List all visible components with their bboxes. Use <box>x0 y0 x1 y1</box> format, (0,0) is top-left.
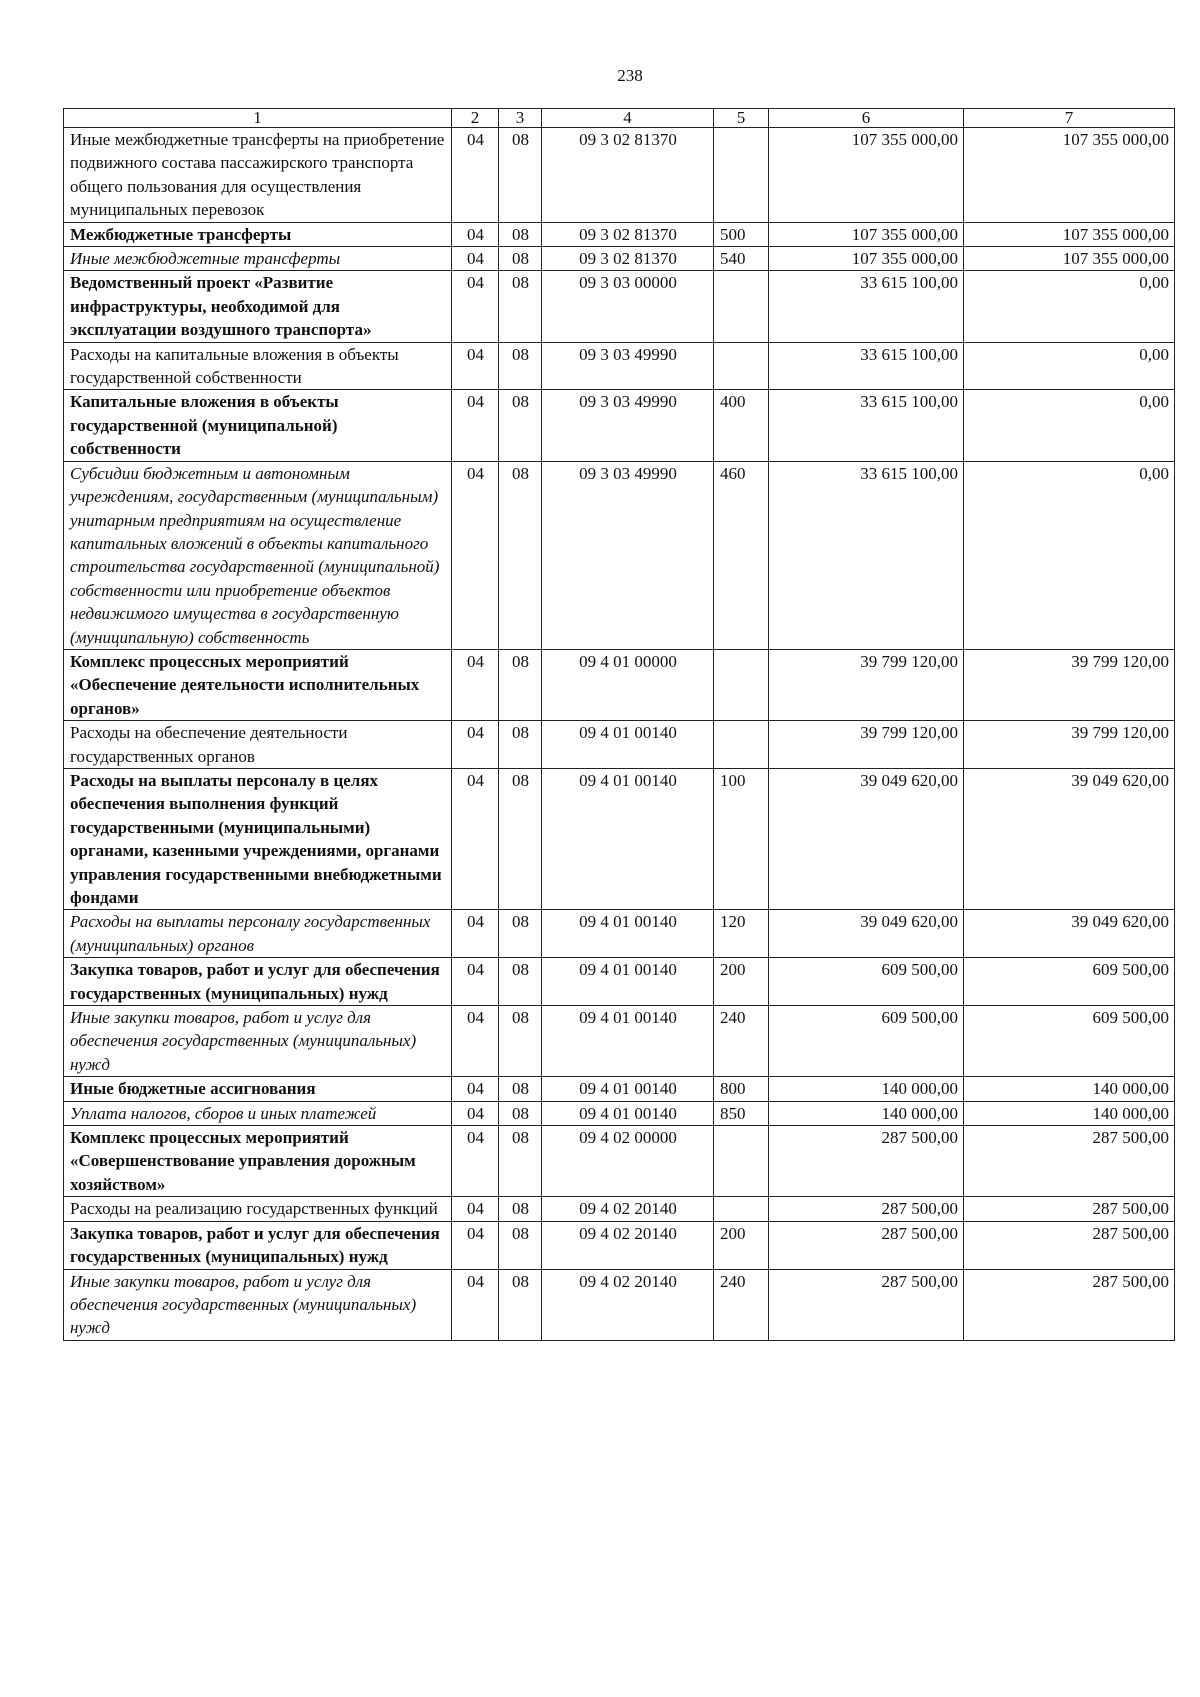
amount-year2-cell: 140 000,00 <box>964 1077 1175 1101</box>
target-article-cell: 09 4 02 20140 <box>542 1221 714 1269</box>
column-header: 2 <box>452 109 499 128</box>
section-code-cell: 04 <box>452 1077 499 1101</box>
subsection-code-cell: 08 <box>499 342 542 390</box>
table-row <box>64 910 1175 958</box>
target-article-cell: 09 4 01 00000 <box>542 649 714 720</box>
expense-type-cell: 200 <box>714 1221 769 1269</box>
column-header: 4 <box>542 109 714 128</box>
subsection-code-cell: 08 <box>499 390 542 461</box>
section-code-cell: 04 <box>452 1221 499 1269</box>
amount-year2-cell: 287 500,00 <box>964 1126 1175 1197</box>
amount-year1-cell: 107 355 000,00 <box>769 247 964 271</box>
item-name-cell: Иные межбюджетные трансферты на приобретение подвижного состава пассажирского транспорта общего пользования для осуществления муниципальных перевозок <box>64 128 452 223</box>
table-row <box>64 768 1175 909</box>
amount-year2-cell: 39 049 620,00 <box>964 910 1175 958</box>
subsection-code-cell: 08 <box>499 1006 542 1077</box>
expense-type-cell <box>714 1197 769 1221</box>
amount-year1-cell: 287 500,00 <box>769 1126 964 1197</box>
item-name-cell: Межбюджетные трансферты <box>64 222 452 246</box>
amount-year2-cell: 0,00 <box>964 271 1175 342</box>
table-row <box>64 222 1175 246</box>
subsection-code-cell: 08 <box>499 461 542 649</box>
amount-year2-cell: 140 000,00 <box>964 1101 1175 1125</box>
amount-year2-cell: 39 049 620,00 <box>964 768 1175 909</box>
item-name-cell: Закупка товаров, работ и услуг для обеспечения государственных (муниципальных) нужд <box>64 1221 452 1269</box>
column-header: 7 <box>964 109 1175 128</box>
item-name-cell: Субсидии бюджетным и автономным учреждениям, государственным (муниципальным) унитарным предприятиям на осуществление капитальных вложений в объекты капитального строительства государственной (муниципальной) собственности или приобретение объектов недвижимого имущества в государственную (муниципальную) собственность <box>64 461 452 649</box>
target-article-cell: 09 4 01 00140 <box>542 958 714 1006</box>
section-code-cell: 04 <box>452 649 499 720</box>
amount-year1-cell: 39 049 620,00 <box>769 910 964 958</box>
section-code-cell: 04 <box>452 342 499 390</box>
table-row <box>64 461 1175 649</box>
item-name-cell: Иные межбюджетные трансферты <box>64 247 452 271</box>
item-name-cell: Расходы на обеспечение деятельности государственных органов <box>64 721 452 769</box>
amount-year2-cell: 39 799 120,00 <box>964 721 1175 769</box>
column-header: 6 <box>769 109 964 128</box>
amount-year1-cell: 609 500,00 <box>769 958 964 1006</box>
expense-type-cell: 200 <box>714 958 769 1006</box>
column-header: 1 <box>64 109 452 128</box>
table-body <box>64 128 1175 1341</box>
amount-year1-cell: 33 615 100,00 <box>769 271 964 342</box>
amount-year1-cell: 107 355 000,00 <box>769 128 964 223</box>
target-article-cell: 09 3 03 49990 <box>542 461 714 649</box>
target-article-cell: 09 3 03 00000 <box>542 271 714 342</box>
section-code-cell: 04 <box>452 768 499 909</box>
amount-year2-cell: 0,00 <box>964 342 1175 390</box>
header-row <box>64 109 1175 128</box>
table-row <box>64 271 1175 342</box>
table-row <box>64 721 1175 769</box>
expense-type-cell: 100 <box>714 768 769 909</box>
subsection-code-cell: 08 <box>499 649 542 720</box>
expense-type-cell <box>714 649 769 720</box>
section-code-cell: 04 <box>452 247 499 271</box>
expense-type-cell: 800 <box>714 1077 769 1101</box>
table-row <box>64 1077 1175 1101</box>
amount-year1-cell: 39 799 120,00 <box>769 649 964 720</box>
expense-type-cell <box>714 342 769 390</box>
subsection-code-cell: 08 <box>499 1197 542 1221</box>
item-name-cell: Расходы на реализацию государственных функций <box>64 1197 452 1221</box>
section-code-cell: 04 <box>452 128 499 223</box>
expense-type-cell: 460 <box>714 461 769 649</box>
column-header: 3 <box>499 109 542 128</box>
amount-year2-cell: 107 355 000,00 <box>964 128 1175 223</box>
table-row <box>64 958 1175 1006</box>
table-row <box>64 390 1175 461</box>
expense-type-cell <box>714 1126 769 1197</box>
table-header <box>64 109 1175 128</box>
target-article-cell: 09 4 01 00140 <box>542 721 714 769</box>
amount-year2-cell: 0,00 <box>964 461 1175 649</box>
expense-type-cell: 240 <box>714 1006 769 1077</box>
subsection-code-cell: 08 <box>499 222 542 246</box>
amount-year1-cell: 33 615 100,00 <box>769 390 964 461</box>
target-article-cell: 09 4 01 00140 <box>542 768 714 909</box>
amount-year2-cell: 39 799 120,00 <box>964 649 1175 720</box>
amount-year1-cell: 609 500,00 <box>769 1006 964 1077</box>
item-name-cell: Ведомственный проект «Развитие инфраструктуры, необходимой для эксплуатации воздушного транспорта» <box>64 271 452 342</box>
expense-type-cell: 120 <box>714 910 769 958</box>
target-article-cell: 09 4 01 00140 <box>542 1006 714 1077</box>
section-code-cell: 04 <box>452 1126 499 1197</box>
expense-type-cell <box>714 271 769 342</box>
subsection-code-cell: 08 <box>499 1221 542 1269</box>
amount-year1-cell: 287 500,00 <box>769 1269 964 1340</box>
subsection-code-cell: 08 <box>499 247 542 271</box>
item-name-cell: Иные закупки товаров, работ и услуг для обеспечения государственных (муниципальных) нужд <box>64 1006 452 1077</box>
subsection-code-cell: 08 <box>499 128 542 223</box>
expense-type-cell: 240 <box>714 1269 769 1340</box>
subsection-code-cell: 08 <box>499 910 542 958</box>
amount-year2-cell: 107 355 000,00 <box>964 247 1175 271</box>
expense-type-cell: 850 <box>714 1101 769 1125</box>
target-article-cell: 09 4 02 00000 <box>542 1126 714 1197</box>
table-row <box>64 649 1175 720</box>
target-article-cell: 09 4 01 00140 <box>542 1101 714 1125</box>
amount-year2-cell: 287 500,00 <box>964 1269 1175 1340</box>
amount-year2-cell: 107 355 000,00 <box>964 222 1175 246</box>
table-row <box>64 1006 1175 1077</box>
table-row <box>64 1126 1175 1197</box>
item-name-cell: Капитальные вложения в объекты государственной (муниципальной) собственности <box>64 390 452 461</box>
amount-year1-cell: 140 000,00 <box>769 1077 964 1101</box>
section-code-cell: 04 <box>452 958 499 1006</box>
target-article-cell: 09 4 01 00140 <box>542 1077 714 1101</box>
subsection-code-cell: 08 <box>499 1077 542 1101</box>
subsection-code-cell: 08 <box>499 721 542 769</box>
item-name-cell: Закупка товаров, работ и услуг для обеспечения государственных (муниципальных) нужд <box>64 958 452 1006</box>
subsection-code-cell: 08 <box>499 1269 542 1340</box>
subsection-code-cell: 08 <box>499 958 542 1006</box>
target-article-cell: 09 4 02 20140 <box>542 1269 714 1340</box>
item-name-cell: Расходы на выплаты персоналу государственных (муниципальных) органов <box>64 910 452 958</box>
target-article-cell: 09 3 02 81370 <box>542 128 714 223</box>
section-code-cell: 04 <box>452 390 499 461</box>
section-code-cell: 04 <box>452 271 499 342</box>
amount-year2-cell: 287 500,00 <box>964 1197 1175 1221</box>
column-header: 5 <box>714 109 769 128</box>
amount-year2-cell: 609 500,00 <box>964 958 1175 1006</box>
subsection-code-cell: 08 <box>499 1101 542 1125</box>
target-article-cell: 09 4 02 20140 <box>542 1197 714 1221</box>
item-name-cell: Комплекс процессных мероприятий «Совершенствование управления дорожным хозяйством» <box>64 1126 452 1197</box>
page-number: 238 <box>617 66 643 85</box>
section-code-cell: 04 <box>452 910 499 958</box>
amount-year1-cell: 287 500,00 <box>769 1221 964 1269</box>
table-row <box>64 128 1175 223</box>
table-row <box>64 1221 1175 1269</box>
amount-year1-cell: 39 799 120,00 <box>769 721 964 769</box>
table-row <box>64 342 1175 390</box>
amount-year2-cell: 0,00 <box>964 390 1175 461</box>
item-name-cell: Комплекс процессных мероприятий «Обеспечение деятельности исполнительных органов» <box>64 649 452 720</box>
subsection-code-cell: 08 <box>499 768 542 909</box>
expense-type-cell: 400 <box>714 390 769 461</box>
expense-type-cell <box>714 721 769 769</box>
section-code-cell: 04 <box>452 461 499 649</box>
subsection-code-cell: 08 <box>499 271 542 342</box>
target-article-cell: 09 4 01 00140 <box>542 910 714 958</box>
table-row <box>64 247 1175 271</box>
target-article-cell: 09 3 03 49990 <box>542 390 714 461</box>
item-name-cell: Расходы на выплаты персоналу в целях обеспечения выполнения функций государственными (муниципальными) органами, казенными учреждениями, органами управления государственными внебюджетными фондами <box>64 768 452 909</box>
section-code-cell: 04 <box>452 222 499 246</box>
subsection-code-cell: 08 <box>499 1126 542 1197</box>
table-row <box>64 1101 1175 1125</box>
expense-type-cell: 540 <box>714 247 769 271</box>
item-name-cell: Уплата налогов, сборов и иных платежей <box>64 1101 452 1125</box>
table-row <box>64 1197 1175 1221</box>
amount-year2-cell: 287 500,00 <box>964 1221 1175 1269</box>
expense-type-cell: 500 <box>714 222 769 246</box>
item-name-cell: Иные бюджетные ассигнования <box>64 1077 452 1101</box>
section-code-cell: 04 <box>452 1269 499 1340</box>
section-code-cell: 04 <box>452 721 499 769</box>
amount-year1-cell: 107 355 000,00 <box>769 222 964 246</box>
target-article-cell: 09 3 02 81370 <box>542 222 714 246</box>
amount-year1-cell: 33 615 100,00 <box>769 461 964 649</box>
table-row <box>64 1269 1175 1340</box>
amount-year1-cell: 39 049 620,00 <box>769 768 964 909</box>
amount-year2-cell: 609 500,00 <box>964 1006 1175 1077</box>
target-article-cell: 09 3 02 81370 <box>542 247 714 271</box>
section-code-cell: 04 <box>452 1006 499 1077</box>
expense-type-cell <box>714 128 769 223</box>
budget-table <box>63 108 1175 1341</box>
amount-year1-cell: 140 000,00 <box>769 1101 964 1125</box>
section-code-cell: 04 <box>452 1101 499 1125</box>
amount-year1-cell: 287 500,00 <box>769 1197 964 1221</box>
section-code-cell: 04 <box>452 1197 499 1221</box>
amount-year1-cell: 33 615 100,00 <box>769 342 964 390</box>
target-article-cell: 09 3 03 49990 <box>542 342 714 390</box>
item-name-cell: Расходы на капитальные вложения в объекты государственной собственности <box>64 342 452 390</box>
item-name-cell: Иные закупки товаров, работ и услуг для обеспечения государственных (муниципальных) нужд <box>64 1269 452 1340</box>
